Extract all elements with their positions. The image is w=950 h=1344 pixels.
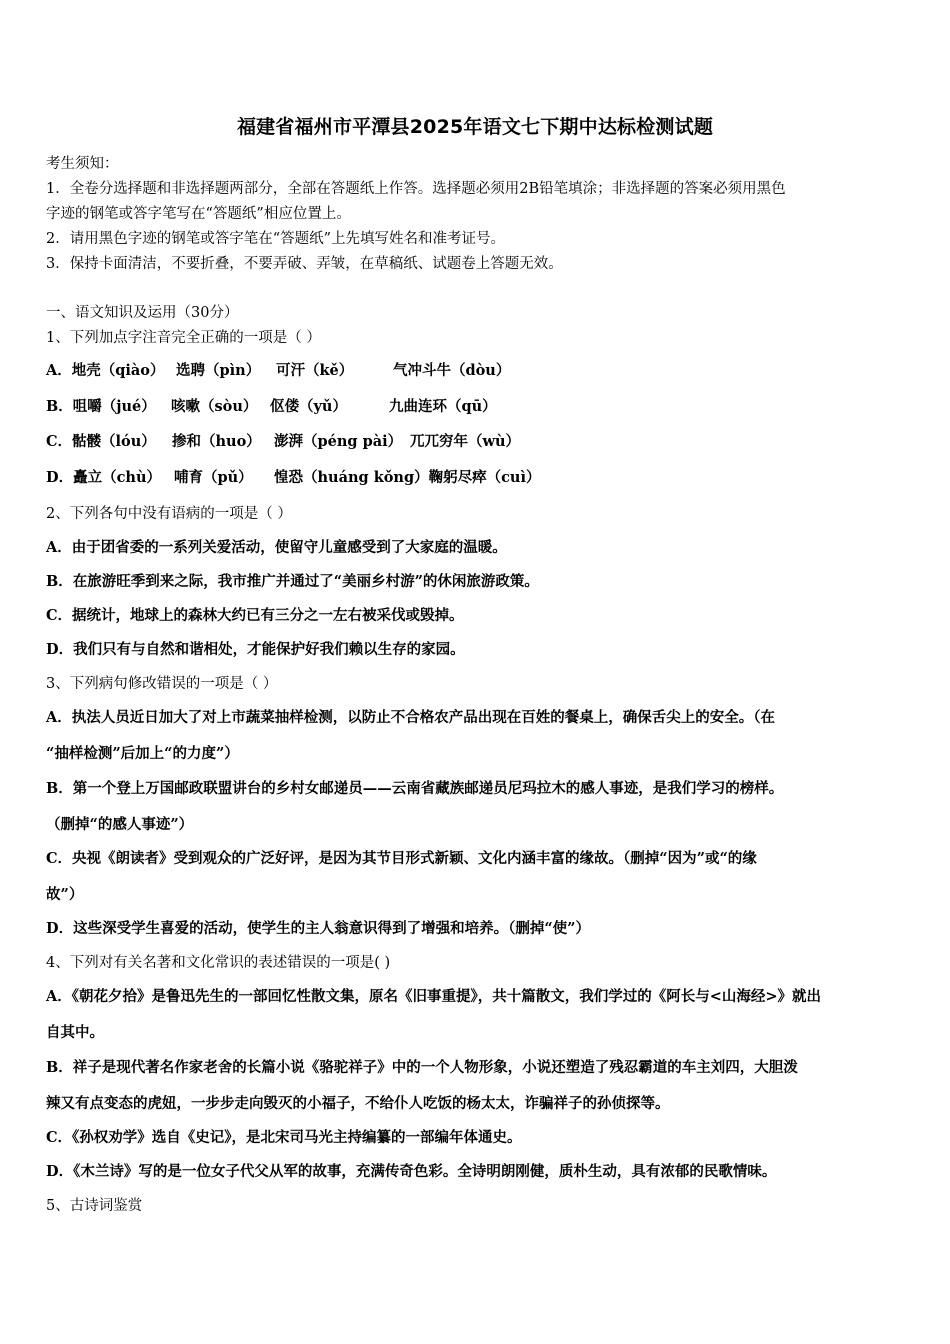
notice-line-1: 1．全卷分选择题和非选择题两部分，全部在答题纸上作答。选择题必须用2B铅笔填涂；非选择题的答案必须用黑色 <box>46 181 786 197</box>
question-2-option-a: A．由于团省委的一系列关爱活动，使留守儿童感受到了大家庭的温暖。 <box>46 539 507 556</box>
question-3-option-d: D．这些深受学生喜爱的活动，使学生的主人翁意识得到了增强和培养。（删掉“使”） <box>46 920 591 937</box>
option-d-item-3: 惶恐（huáng kǒng）鞠躬尽瘁（cuì） <box>274 469 541 486</box>
question-1-option-b <box>46 395 908 416</box>
question-1-option-c <box>46 430 908 451</box>
question-4-option-a-line-2: 自其中。 <box>46 1024 104 1041</box>
option-d-item-2: 哺育（pǔ） <box>174 469 253 486</box>
option-b-item-3: 伛偻（yǔ） <box>270 398 347 415</box>
option-a-item-2: 选聘（pìn） <box>176 362 261 379</box>
question-3-stem: 3、下列病句修改错误的一项是（ ） <box>46 676 278 692</box>
option-b-item-2: 咳嗽（sòu） <box>171 398 258 415</box>
question-3-option-a-line-2: “抽样检测”后加上“的力度”） <box>46 745 239 762</box>
question-4-option-b-line-2: 辣又有点变态的虎妞，一步步走向毁灭的小福子，不给仆人吃饭的杨太太，诈骗祥子的孙侦探等。 <box>46 1095 670 1112</box>
option-c-item-4: 兀兀穷年（wù） <box>410 433 521 450</box>
option-d-item-1: D．矗立（chù） <box>46 469 161 486</box>
question-4-option-a-line-1: A．《朝花夕拾》是鲁迅先生的一部回忆性散文集，原名《旧事重提》，共十篇散文，我们学过的《阿长与<山海经>》就出 <box>46 988 822 1005</box>
notice-line-2: 字迹的钢笔或答字笔写在“答题纸”相应位置上。 <box>46 206 351 222</box>
question-2-option-c: C．据统计，地球上的森林大约已有三分之一左右被采伐或毁掉。 <box>46 607 464 624</box>
question-3-option-b-line-1: B．第一个登上万国邮政联盟讲台的乡村女邮递员——云南省藏族邮递员尼玛拉木的感人事迹，是我们学习的榜样。 <box>46 780 784 797</box>
question-3-option-a-line-1: A．执法人员近日加大了对上市蔬菜抽样检测，以防止不合格农产品出现在百姓的餐桌上，确保舌尖上的安全。（在 <box>46 709 775 726</box>
option-b-item-1: B．咀嚼（jué） <box>46 398 156 415</box>
option-a-item-3: 可汗（kě） <box>276 362 354 379</box>
question-1-stem: 1、下列加点字注音完全正确的一项是（ ） <box>46 330 321 346</box>
question-3-option-c-line-2: 故”） <box>46 886 84 903</box>
option-c-item-2: 掺和（huo） <box>172 433 261 450</box>
question-3-option-c-line-1: C．央视《朗读者》受到观众的广泛好评，是因为其节目形式新颖、文化内涵丰富的缘故。（删掉“因为”或“的缘 <box>46 850 757 867</box>
question-4-option-d: D．《木兰诗》写的是一位女子代父从军的故事，充满传奇色彩。全诗明朗刚健，质朴生动，具有浓郁的民歌情味。 <box>46 1163 777 1180</box>
question-4-option-b-line-1: B．祥子是现代著名作家老舍的长篇小说《骆驼祥子》中的一个人物形象，小说还塑造了残忍霸道的车主刘四，大胆泼 <box>46 1059 798 1076</box>
notice-line-3: 2．请用黑色字迹的钢笔或答字笔在“答题纸”上先填写姓名和准考证号。 <box>46 231 506 247</box>
option-c-item-1: C．骷髅（lóu） <box>46 433 156 450</box>
notice-line-4: 3．保持卡面清洁，不要折叠，不要弄破、弄皱，在草稿纸、试题卷上答题无效。 <box>46 256 563 272</box>
option-c-item-3: 澎湃（péng pài） <box>274 433 403 450</box>
option-a-item-4: 气冲斗牛（dòu） <box>393 362 511 379</box>
question-3-option-b-line-2: （删掉“的感人事迹”） <box>46 816 194 833</box>
question-1-option-a <box>46 359 908 380</box>
question-5-stem: 5、古诗词鉴赏 <box>46 1198 143 1214</box>
option-a-item-1: A．地壳（qiào） <box>46 362 165 379</box>
question-1-option-d <box>46 466 908 487</box>
option-b-item-4: 九曲连环（qū） <box>389 398 497 415</box>
question-2-option-b: B．在旅游旺季到来之际，我市推广并通过了“美丽乡村游”的休闲旅游政策。 <box>46 573 539 590</box>
question-4-option-c: C．《孙权劝学》选自《史记》，是北宋司马光主持编纂的一部编年体通史。 <box>46 1129 522 1146</box>
section-heading: 一、语文知识及运用（30分） <box>46 305 239 321</box>
page-title: 福建省福州市平潭县2025年语文七下期中达标检测试题 <box>236 116 714 138</box>
question-2-option-d: D．我们只有与自然和谐相处，才能保护好我们赖以生存的家园。 <box>46 641 465 658</box>
notice-heading: 考生须知： <box>46 156 119 172</box>
question-4-stem: 4、下列对有关名著和文化常识的表述错误的一项是( ) <box>46 955 391 971</box>
question-2-stem: 2、下列各句中没有语病的一项是（ ） <box>46 506 292 522</box>
